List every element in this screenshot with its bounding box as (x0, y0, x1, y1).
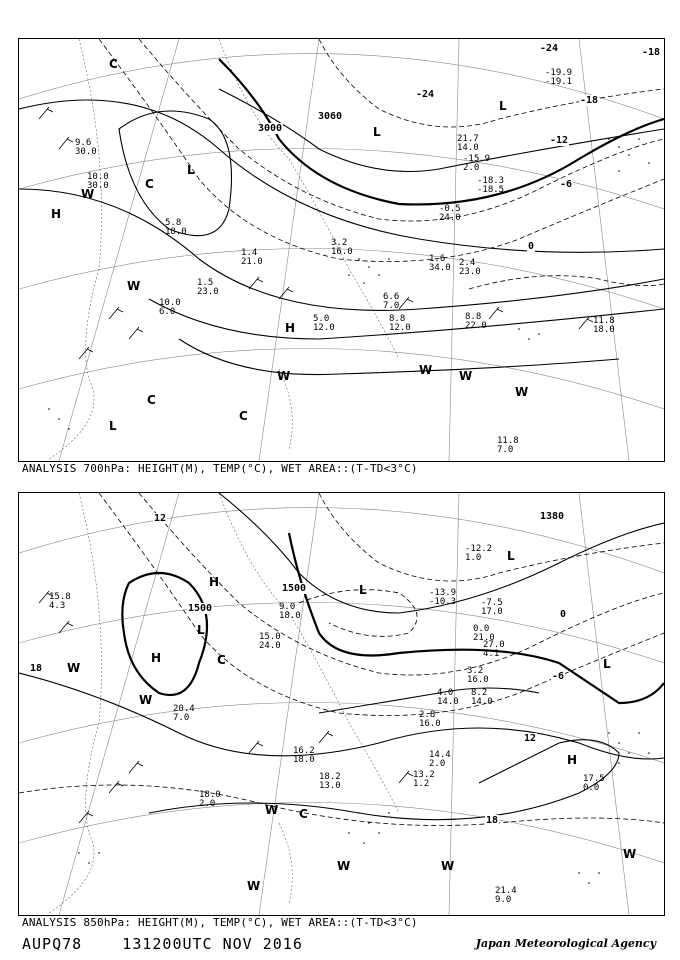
contour-label: -6 (560, 179, 573, 190)
bulletin-code: AUPQ78 131200UTC NOV 2016 (22, 935, 303, 953)
contour-label: 1500 (282, 583, 307, 594)
station-value: 18.0 2.0 (199, 790, 221, 809)
station-value: 10.0 30.0 (87, 172, 109, 191)
station-value: 20.4 7.0 (173, 704, 195, 723)
station-value: 13.2 1.2 (413, 770, 435, 789)
contour-label: 18 (30, 663, 43, 674)
station-value: -7.5 17.0 (481, 598, 503, 617)
contour-label: 12 (154, 513, 167, 524)
high-center-symbol: H (151, 651, 162, 665)
contour-label: 0 (560, 609, 567, 620)
station-value: 18.2 13.0 (319, 772, 341, 791)
station-value: -19.9 -19.1 (545, 68, 573, 87)
low-center-symbol: L (603, 657, 611, 671)
warm-center-symbol: W (127, 279, 141, 293)
high-center-symbol: H (51, 207, 62, 221)
warm-center-symbol: W (459, 369, 473, 383)
contour-label: -24 (416, 89, 435, 100)
high-center-symbol: H (285, 321, 296, 335)
contour-label: -24 (540, 43, 559, 54)
contour-label: 12 (524, 733, 537, 744)
station-value: 11.8 18.0 (593, 316, 615, 335)
chart-850hpa-lines (19, 493, 664, 915)
contour-label: 3000 (258, 123, 283, 134)
station-value: 5.0 12.0 (313, 314, 335, 333)
warm-center-symbol: W (67, 661, 81, 675)
contour-label: -18 (642, 47, 661, 58)
station-value: 21.7 14.0 (457, 134, 479, 153)
station-value: 9.6 30.0 (75, 138, 97, 157)
low-center-symbol: L (373, 125, 381, 139)
low-center-symbol: L (507, 549, 515, 563)
contour-label: 18 (486, 815, 499, 826)
cold-center-symbol: C (147, 393, 156, 407)
contour-label: 1500 (188, 603, 213, 614)
station-value: 8.2 14.0 (471, 688, 493, 707)
station-value: 1.6 34.0 (429, 254, 451, 273)
station-value: 8.8 12.0 (389, 314, 411, 333)
station-value: -12.2 1.0 (465, 544, 493, 563)
station-value: 11.8 7.0 (497, 436, 519, 455)
warm-center-symbol: W (265, 803, 279, 817)
warm-center-symbol: W (623, 847, 637, 861)
agency-name: Japan Meteorological Agency (475, 937, 656, 950)
contour-label: -12 (550, 135, 569, 146)
chart-850hpa-caption: ANALYSIS 850hPa: HEIGHT(M), TEMP(°C), WET AREA::(T-TD<3°C) (22, 916, 418, 929)
warm-center-symbol: W (247, 879, 261, 893)
station-value: 6.6 7.0 (383, 292, 400, 311)
warm-center-symbol: W (139, 693, 153, 707)
station-value: 1.5 23.0 (197, 278, 219, 297)
low-center-symbol: L (197, 623, 205, 637)
contour-label: 1380 (540, 511, 565, 522)
low-center-symbol: L (359, 583, 367, 597)
low-center-symbol: L (187, 163, 195, 177)
station-value: -18.3 -18.5 (477, 176, 505, 195)
high-center-symbol: H (209, 575, 220, 589)
station-value: 3.2 16.0 (467, 666, 489, 685)
station-value: 15.0 24.0 (259, 632, 281, 651)
low-center-symbol: L (109, 419, 117, 433)
station-value: 2.4 23.0 (459, 258, 481, 277)
station-value: 0.0 21.0 (473, 624, 495, 643)
station-value: 2.8 16.0 (419, 710, 441, 729)
contour-label: 3060 (318, 111, 343, 122)
chart-700hpa-caption: ANALYSIS 700hPa: HEIGHT(M), TEMP(°C), WET AREA::(T-TD<3°C) (22, 462, 418, 475)
station-value: 5.8 18.0 (165, 218, 187, 237)
contour-label: 0 (528, 241, 535, 252)
station-value: 14.4 2.0 (429, 750, 451, 769)
high-center-symbol: H (567, 753, 578, 767)
station-value: 8.8 22.0 (465, 312, 487, 331)
cold-center-symbol: C (217, 653, 226, 667)
chart-700hpa (18, 38, 665, 462)
warm-center-symbol: W (337, 859, 351, 873)
station-value: -15.9 2.0 (463, 154, 491, 173)
station-value: 9.0 18.0 (279, 602, 301, 621)
warm-center-symbol: W (277, 369, 291, 383)
cold-center-symbol: C (239, 409, 248, 423)
station-value: 4.0 14.0 (437, 688, 459, 707)
station-value: 17.5 0.0 (583, 774, 605, 793)
cold-center-symbol: C (299, 807, 308, 821)
warm-center-symbol: W (81, 187, 95, 201)
station-value: 3.2 16.0 (331, 238, 353, 257)
station-value: -13.9 -10.3 (429, 588, 457, 607)
station-value: 1.4 21.0 (241, 248, 263, 267)
cold-center-symbol: C (109, 57, 118, 71)
station-value: -0.5 24.0 (439, 204, 461, 223)
station-value: 21.4 9.0 (495, 886, 517, 905)
warm-center-symbol: W (441, 859, 455, 873)
station-value: 16.2 18.0 (293, 746, 315, 765)
contour-label: -6 (552, 671, 565, 682)
station-value: 10.0 6.0 (159, 298, 181, 317)
cold-center-symbol: C (145, 177, 154, 191)
station-value: 27.0 4.1 (483, 640, 505, 659)
warm-center-symbol: W (515, 385, 529, 399)
warm-center-symbol: W (419, 363, 433, 377)
chart-850hpa (18, 492, 665, 916)
station-value: 15.8 4.3 (49, 592, 71, 611)
low-center-symbol: L (499, 99, 507, 113)
contour-label: -18 (580, 95, 599, 106)
